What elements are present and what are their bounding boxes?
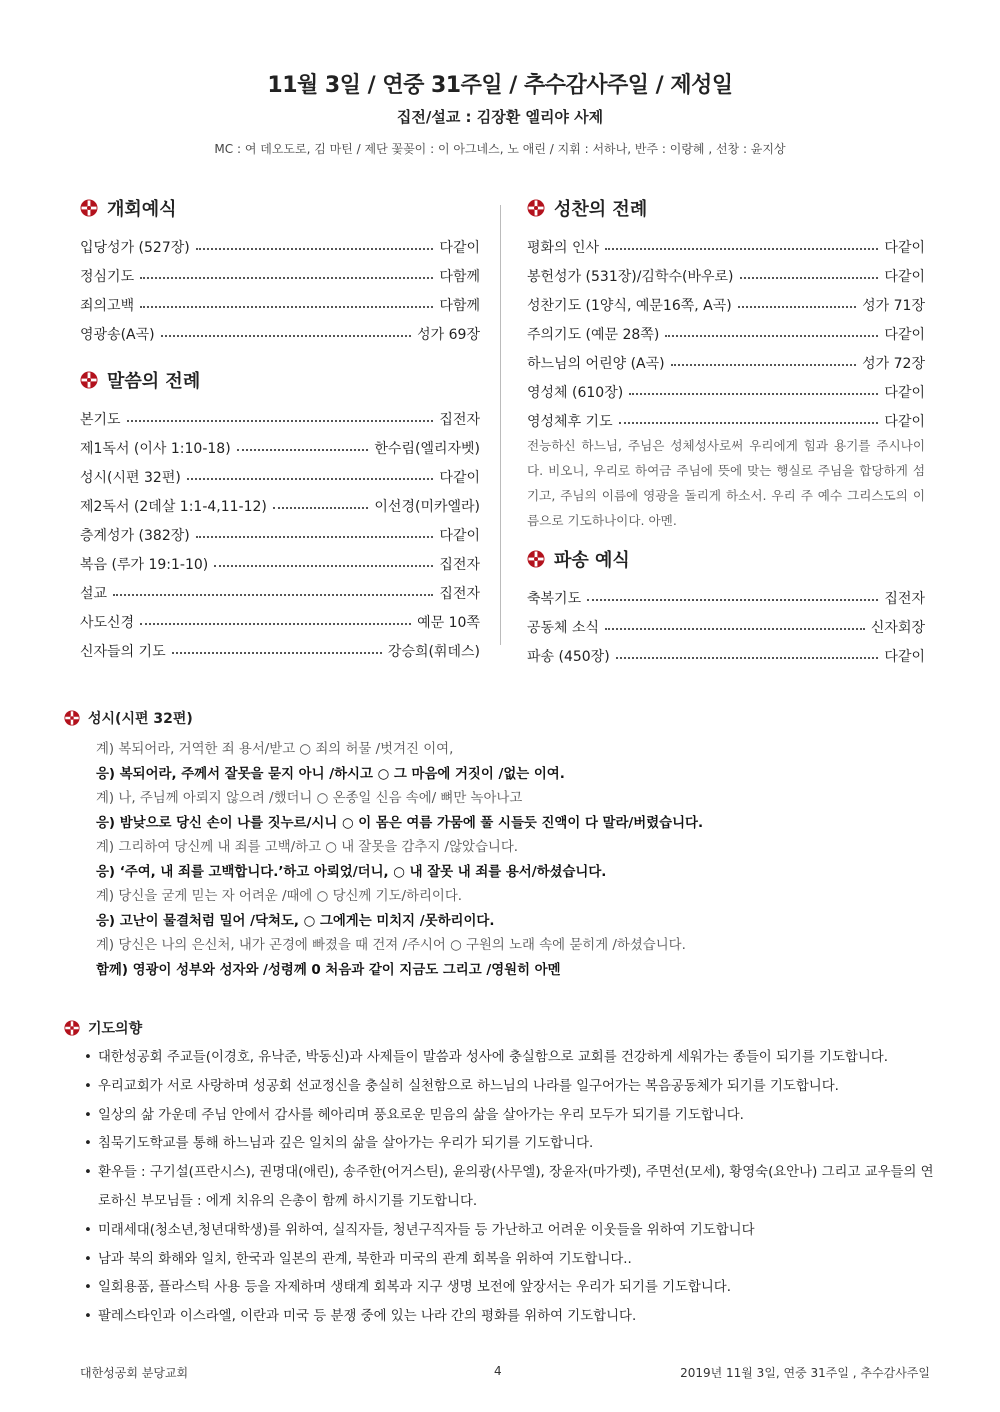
order-row: [527, 579, 925, 608]
order-item-value: 성가 72장: [862, 356, 925, 372]
order-row: [80, 487, 480, 516]
order-item-value: 다같이: [439, 528, 480, 544]
bullet-icon: •: [84, 1165, 92, 1181]
psalm-lines: [64, 738, 944, 983]
order-item-label: 입당성가 (527장): [80, 240, 190, 256]
left-column: [80, 190, 480, 661]
bullet-icon: •: [84, 1222, 92, 1238]
dot-leader: [605, 628, 865, 630]
dot-leader: [629, 393, 878, 395]
order-item-label: 봉헌성가 (531장)/김학수(바우로): [527, 269, 734, 285]
order-row: [527, 402, 925, 431]
order-item-value: 신자회장: [870, 620, 925, 636]
right-column: [527, 190, 925, 666]
intentions-heading: [64, 1016, 944, 1040]
intention-item: [64, 1303, 944, 1332]
post-communion-prayer: 전능하신 하느님, 주님은 성체성사로써 우리에게 힘과 용기를 주시나이다. 비오니, 우리로 하여금 주님에 뜻에 맞는 행실로 주님을 합당하게 섬기고, 주님의 이름에 영광을 돌리게 하소서. 우리 주 예수 그리스도의 이름으로 기도하나이다. 아멘.: [527, 438, 925, 528]
bullet-icon: •: [84, 1251, 92, 1267]
order-item-value: 다같이: [884, 385, 925, 401]
intention-text: 일회용품, 플라스틱 사용 등을 자제하며 생태계 회복과 지구 생명 보전에 앞장서는 우리가 되기를 기도합니다.: [98, 1280, 731, 1296]
cross-in-circle-icon: [80, 371, 98, 389]
order-row: [80, 257, 480, 286]
intention-item: [64, 1246, 944, 1275]
psalm-section: [64, 706, 944, 983]
order-item-label: 하느님의 어린양 (A곡): [527, 356, 665, 372]
order-item-label: 주의기도 (예문 28쪽): [527, 327, 660, 343]
order-row: [527, 637, 925, 666]
order-item-label: 성시(시편 32편): [80, 470, 181, 486]
intention-text: 대한성공회 주교들(이경호, 유낙준, 박동신)과 사제들이 말씀과 성사에 충실함으로 교회를 건강하게 세워가는 종들이 되기를 기도합니다.: [98, 1050, 888, 1065]
order-row: [80, 632, 480, 661]
intentions-title: 기도의향: [88, 1021, 143, 1037]
order-item-value: 다함께: [439, 269, 480, 285]
psalm-line: 응) 복되어라, 주께서 잘못을 묻지 아니 /하시고 ○ 그 마음에 거짓이 /없는 이여.: [96, 766, 565, 782]
dot-leader: [196, 536, 434, 538]
order-row: [527, 608, 925, 637]
order-item-label: 층계성가 (382장): [80, 528, 190, 544]
dot-leader: [616, 657, 879, 659]
section-heading-eucharist: [527, 190, 925, 226]
order-item-value: 다같이: [884, 414, 925, 430]
order-item-label: 정심기도: [80, 269, 135, 285]
intention-text: 환우들 : 구기설(프란시스), 권명대(애린), 송주한(어거스틴), 윤의광(사무엘), 장윤자(마가렛), 주면선(모세), 황영숙(요안나) 그리고 교우들의 연로하신 부모님들 : 에게 치유의 은총이 함께 하시기를 기도합니다.: [98, 1165, 934, 1209]
intention-text: 일상의 삶 가운데 주님 안에서 감사를 헤아리며 풍요로운 믿음의 삶을 살아가는 우리 모두가 되기를 기도합니다.: [98, 1107, 744, 1123]
order-row: [527, 257, 925, 286]
order-item-value: 다같이: [439, 240, 480, 256]
order-item-label: 사도신경: [80, 615, 135, 631]
cross-in-circle-icon: [64, 710, 80, 726]
intention-item: [64, 1044, 944, 1073]
psalm-heading: [64, 706, 944, 730]
order-row: [80, 315, 480, 344]
order-row: [80, 228, 480, 257]
order-item-value: 이선경(미카엘라): [374, 499, 480, 515]
psalm-line: 계) 당신은 나의 은신처, 내가 곤경에 빠졌을 때 건져 /주시어 ○ 구원의 노래 속에 묻히게 /하셨습니다.: [96, 938, 686, 953]
section-title: 말씀의 전례: [107, 371, 201, 392]
order-row: [80, 516, 480, 545]
order-item-value: 다같이: [884, 649, 925, 665]
section-title: 파송 예식: [554, 550, 630, 571]
dot-leader: [161, 335, 412, 337]
dot-leader: [619, 422, 879, 424]
dot-leader: [273, 507, 369, 509]
celebrant-line: 집전/설교 : 김장환 엘리야 사제: [396, 108, 604, 126]
footer-page-number: 4: [494, 1364, 502, 1378]
order-item-label: 축복기도: [527, 591, 582, 607]
order-item-label: 복음 (루가 19:1-10): [80, 557, 209, 573]
psalm-title: 성시(시편 32편): [88, 711, 193, 727]
order-row: [527, 286, 925, 315]
dot-leader: [665, 335, 878, 337]
order-row: [527, 344, 925, 373]
dot-leader: [740, 277, 879, 279]
dot-leader: [172, 652, 382, 654]
dot-leader: [214, 565, 433, 567]
order-row: [80, 400, 480, 429]
order-item-label: 제2독서 (2데살 1:1-4,11-12): [80, 499, 267, 515]
dot-leader: [237, 449, 369, 451]
psalm-line: 응) ‘주여, 내 죄를 고백합니다.’하고 아뢰었/더니, ○ 내 잘못 내 죄를 용서/하셨습니다.: [96, 864, 607, 880]
cross-in-circle-icon: [527, 199, 545, 217]
order-item-label: 파송 (450장): [527, 649, 610, 665]
intention-item: [64, 1159, 944, 1217]
order-item-label: 영성체후 기도: [527, 414, 613, 430]
dot-leader: [140, 306, 433, 308]
dot-leader: [140, 623, 411, 625]
order-item-value: 집전자: [439, 557, 480, 573]
order-item-value: 집전자: [884, 591, 925, 607]
order-item-label: 평화의 인사: [527, 240, 600, 256]
bullet-icon: •: [84, 1280, 92, 1296]
cross-in-circle-icon: [527, 550, 545, 568]
order-item-value: 다함께: [439, 298, 480, 314]
opening-list: [80, 228, 480, 344]
order-item-value: 집전자: [439, 412, 480, 428]
order-item-label: 죄의고백: [80, 298, 135, 314]
section-title: 개회예식: [107, 199, 177, 220]
bullet-icon: •: [84, 1107, 92, 1123]
section-title: 성찬의 전례: [554, 199, 648, 220]
bullet-icon: •: [84, 1078, 92, 1094]
order-item-value: 성가 71장: [862, 298, 925, 314]
order-item-value: 한수림(엘리자벳): [374, 441, 480, 457]
intention-item: [64, 1217, 944, 1246]
bullet-icon: •: [84, 1136, 92, 1152]
intention-text: 우리교회가 서로 사랑하며 성공회 선교정신을 충실히 실천함으로 하느님의 나라를 일구어가는 복음공동체가 되기를 기도합니다.: [98, 1078, 839, 1094]
intention-item: [64, 1274, 944, 1303]
dismissal-list: [527, 579, 925, 666]
psalm-line: 응) 고난이 물결처럼 밀어 /닥쳐도, ○ 그에게는 미치지 /못하리이다.: [96, 913, 495, 929]
order-item-label: 신자들의 기도: [80, 644, 166, 660]
cross-in-circle-icon: [80, 199, 98, 217]
cross-in-circle-icon: [64, 1020, 80, 1036]
intention-item: [64, 1073, 944, 1102]
dot-leader: [671, 364, 857, 366]
order-row: [527, 315, 925, 344]
psalm-line: 함께) 영광이 성부와 성자와 /성령께 0 처음과 같이 지금도 그리고 /영원히 아멘: [96, 962, 561, 978]
psalm-line: 계) 당신을 굳게 믿는 자 어려운 /때에 ○ 당신께 기도/하리이다.: [96, 889, 463, 904]
section-heading-opening: [80, 190, 480, 226]
order-row: [527, 373, 925, 402]
intentions-list: [64, 1044, 944, 1332]
word-list: [80, 400, 480, 661]
credits-line: MC : 여 데오도로, 김 마틴 / 제단 꽃꽂이 : 이 아그네스, 노 애린 / 지휘 : 서하나, 반주 : 이랑혜 , 선창 : 윤지상: [214, 142, 786, 156]
dot-leader: [187, 478, 434, 480]
order-row: [80, 286, 480, 315]
section-heading-dismissal: [527, 541, 925, 577]
order-item-value: 성가 69장: [417, 327, 480, 343]
order-item-label: 공동체 소식: [527, 620, 600, 636]
psalm-line: 계) 그리하여 당신께 내 죄를 고백/하고 ○ 내 잘못을 감추지 /않았습니다.: [96, 840, 519, 855]
footer-church: 대한성공회 분당교회: [80, 1366, 189, 1380]
order-row: [527, 228, 925, 257]
order-item-label: 성찬기도 (1양식, 예문16쪽, A곡): [527, 298, 732, 314]
order-row: [80, 429, 480, 458]
intention-text: 미래세대(청소년,청년대학생)를 위하여, 실직자들, 청년구직자들 등 가난하고 어려운 이웃들을 위하여 기도합니다: [98, 1222, 755, 1238]
order-item-label: 본기도: [80, 412, 121, 428]
section-heading-word: [80, 362, 480, 398]
intention-item: [64, 1130, 944, 1159]
intention-text: 팔레스타인과 이스라엘, 이란과 미국 등 분쟁 중에 있는 나라 간의 평화를 위하여 기도합니다.: [98, 1309, 637, 1325]
intention-text: 남과 북의 화해와 일치, 한국과 일본의 관계, 북한과 미국의 관계 회복을 위하여 기도합니다..: [98, 1251, 632, 1267]
column-divider: [500, 205, 501, 645]
order-row: [80, 603, 480, 632]
order-row: [80, 545, 480, 574]
psalm-line: 계) 나, 주님께 아뢰지 않으려 /했더니 ○ 온종일 신음 속에/ 뼈만 녹아나고: [96, 791, 523, 806]
order-item-label: 영성체 (610장): [527, 385, 624, 401]
psalm-line: 계) 복되어라, 거역한 죄 용서/받고 ○ 죄의 허물 /벗겨진 이여,: [96, 742, 454, 757]
dot-leader: [127, 420, 434, 422]
page-title: 11월 3일 / 연중 31주일 / 추수감사주일 / 제성일: [267, 73, 733, 98]
order-item-value: 다같이: [884, 240, 925, 256]
order-item-value: 다같이: [884, 327, 925, 343]
psalm-line: 응) 밤낮으로 당신 손이 나를 짓누르/시니 ○ 이 몸은 여름 가뭄에 풀 시들듯 진액이 다 말라/버렸습니다.: [96, 815, 704, 831]
order-item-label: 영광송(A곡): [80, 327, 155, 343]
footer-date: 2019년 11월 3일, 연중 31주일 , 추수감사주일: [680, 1366, 930, 1380]
order-item-value: 집전자: [439, 586, 480, 602]
order-item-value: 다같이: [884, 269, 925, 285]
dot-leader: [113, 594, 433, 596]
order-item-label: 설교: [80, 586, 108, 602]
intentions-section: [64, 1016, 944, 1332]
intention-item: [64, 1102, 944, 1131]
order-item-value: 강승희(휘데스): [387, 644, 480, 660]
bullet-icon: •: [84, 1050, 92, 1065]
order-item-label: 제1독서 (이사 1:10-18): [80, 441, 231, 457]
intention-text: 침묵기도학교를 통해 하느님과 깊은 일치의 삶을 살아가는 우리가 되기를 기도합니다.: [98, 1136, 594, 1152]
order-item-value: 예문 10쪽: [417, 615, 480, 631]
order-row: [80, 574, 480, 603]
order-row: [80, 458, 480, 487]
dot-leader: [140, 277, 433, 279]
bullet-icon: •: [84, 1309, 92, 1325]
order-item-value: 다같이: [439, 470, 480, 486]
dot-leader: [738, 306, 856, 308]
eucharist-list: [527, 228, 925, 431]
dot-leader: [605, 248, 878, 250]
dot-leader: [196, 248, 434, 250]
dot-leader: [587, 599, 878, 601]
